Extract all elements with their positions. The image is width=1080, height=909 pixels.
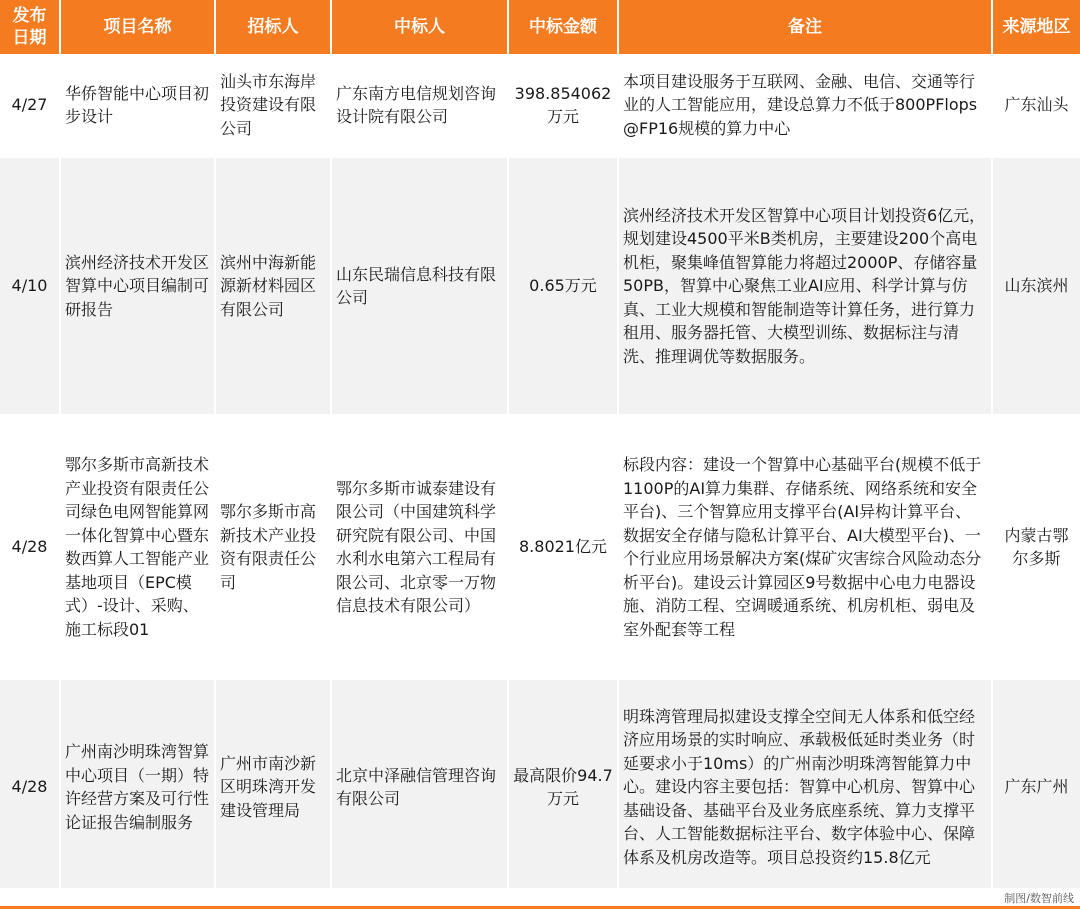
- table-row: [0, 157, 1080, 415]
- cell-region: 广东汕头: [992, 54, 1080, 157]
- cell-date: 4/28: [0, 679, 60, 895]
- cell-project: 华侨智能中心项目初步设计: [60, 54, 215, 157]
- cell-remark: 本项目建设服务于互联网、金融、电信、交通等行业的人工智能应用，建设总算力不低于800PFlops@FP16规模的算力中心: [618, 54, 992, 157]
- cell-date: 4/27: [0, 54, 60, 157]
- table-row: [0, 54, 1080, 157]
- header-amount: 中标金额: [508, 0, 618, 54]
- cell-winner: 鄂尔多斯市诚泰建设有限公司（中国建筑科学研究院有限公司、中国水利水电第六工程局有限公司、北京零一万物信息技术有限公司）: [331, 415, 508, 679]
- cell-region: 广东广州: [992, 679, 1080, 895]
- cell-remark: 明珠湾管理局拟建设支撑全空间无人体系和低空经济应用场景的实时响应、承载极低延时类业务（时延要求小于10ms）的广州南沙明珠湾智能算力中心。建设内容主要包括：智算中心机房、智算中心基础设备、基础平台及业务底座系统、算力支撑平台、人工智能数据标注平台、数字体验中心、保障体系及机房改造等。项目总投资约15.8亿元: [618, 679, 992, 895]
- header-remark: 备注: [618, 0, 992, 54]
- header-tenderer: 招标人: [215, 0, 331, 54]
- header-date: 发布日期: [0, 0, 60, 54]
- cell-amount: 0.65万元: [508, 157, 618, 415]
- cell-tenderer: 滨州中海新能源新材料园区有限公司: [215, 157, 331, 415]
- cell-tenderer: 汕头市东海岸投资建设有限公司: [215, 54, 331, 157]
- header-region: 来源地区: [992, 0, 1080, 54]
- cell-region: 内蒙古鄂尔多斯: [992, 415, 1080, 679]
- cell-tenderer: 广州市南沙新区明珠湾开发建设管理局: [215, 679, 331, 895]
- cell-winner: 北京中泽融信管理咨询有限公司: [331, 679, 508, 895]
- header-row: [0, 0, 1080, 54]
- cell-tenderer: 鄂尔多斯市高新技术产业投资有限责任公司: [215, 415, 331, 679]
- cell-region: 山东滨州: [992, 157, 1080, 415]
- cell-amount: 398.854062万元: [508, 54, 618, 157]
- cell-project: 鄂尔多斯市高新技术产业投资有限责任公司绿色电网智能算网一体化智算中心暨东数西算人工智能产业基地项目（EPC模式）-设计、采购、施工标段01: [60, 415, 215, 679]
- header-winner: 中标人: [331, 0, 508, 54]
- cell-amount: 8.8021亿元: [508, 415, 618, 679]
- cell-remark: 滨州经济技术开发区智算中心项目计划投资6亿元，规划建设4500平米B类机房，主要建设200个高电机柜，聚集峰值智算能力将超过2000P、存储容量50PB，智算中心聚焦工业AI应用、科学计算与仿真、工业大规模和智能制造等计算任务，进行算力租用、服务器托管、大模型训练、数据标注与清洗、推理调优等数据服务。: [618, 157, 992, 415]
- image-credit: 制图/数智前线: [1004, 892, 1074, 905]
- table-row: [0, 679, 1080, 895]
- cell-remark: 标段内容：建设一个智算中心基础平台(规模不低于1100P的AI算力集群、存储系统、网络系统和安全平台)、三个智算应用支撑平台(AI异构计算平台、数据安全存储与隐私计算平台、AI大模型平台)、一个行业应用场景解决方案(煤矿灾害综合风险动态分析平台)。建设云计算园区9号数据中心电力电器设施、消防工程、空调暖通系统、机房机柜、弱电及室外配套等工程: [618, 415, 992, 679]
- cell-project: 滨州经济技术开发区智算中心项目编制可研报告: [60, 157, 215, 415]
- cell-winner: 山东民瑞信息科技有限公司: [331, 157, 508, 415]
- cell-date: 4/28: [0, 415, 60, 679]
- cell-date: 4/10: [0, 157, 60, 415]
- header-project: 项目名称: [60, 0, 215, 54]
- cell-amount: 最高限价94.7万元: [508, 679, 618, 895]
- cell-project: 广州南沙明珠湾智算中心项目（一期）特许经营方案及可行性论证报告编制服务: [60, 679, 215, 895]
- cell-winner: 广东南方电信规划咨询设计院有限公司: [331, 54, 508, 157]
- table-row: [0, 415, 1080, 679]
